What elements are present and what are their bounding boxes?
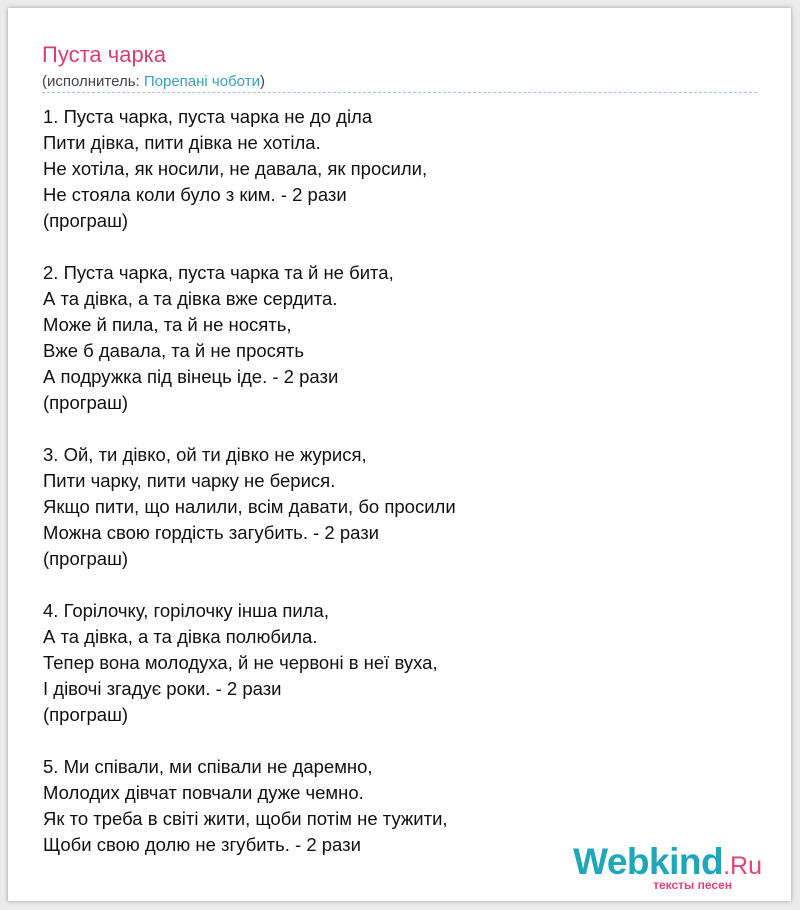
lyric-line xyxy=(43,572,763,598)
lyric-line: Вже б давала, та й не просять xyxy=(43,340,305,361)
song-title: Пуста чарка xyxy=(42,42,167,67)
lyric-line: Не хотіла, як носили, не давала, як просили, xyxy=(43,158,428,179)
lyric-line xyxy=(43,416,763,442)
lyric-line: Може й пила, та й не носять, xyxy=(43,314,292,335)
lyric-line: Тепер вона молодуха, й не червоні в неї вуха, xyxy=(43,652,438,673)
lyric-line: Щоби свою долю не згубить. - 2 рази xyxy=(43,834,361,855)
lyric-line: Пити дівка, пити дівка не хотіла. xyxy=(43,132,321,153)
artist-line xyxy=(42,73,265,90)
logo-tagline: тексты песен xyxy=(653,878,732,892)
artist-prefix: (исполнитель: xyxy=(42,73,144,90)
artist-suffix: ) xyxy=(259,73,265,90)
lyric-line: А та дівка, а та дівка вже сердита. xyxy=(43,288,338,309)
lyric-line: Не стояла коли було з ким. - 2 рази xyxy=(43,184,347,205)
lyric-line: І дівочі згадує роки. - 2 рази xyxy=(43,678,282,699)
lyric-line: (програш) xyxy=(43,392,129,413)
lyric-line: Якщо пити, що налили, всім давати, бо просили xyxy=(43,496,456,517)
lyric-line xyxy=(43,728,763,754)
lyric-line: 5. Ми співали, ми співали не даремно, xyxy=(43,756,373,777)
lyric-line: 4. Горілочку, горілочку інша пила, xyxy=(43,600,329,621)
lyric-line: Як то треба в світі жити, щоби потім не тужити, xyxy=(43,808,448,829)
lyric-line: Молодих дівчат повчали дуже чемно. xyxy=(43,782,364,803)
lyric-line: 2. Пуста чарка, пуста чарка та й не бита, xyxy=(43,262,394,283)
lyric-line: А та дівка, а та дівка полюбила. xyxy=(43,626,318,647)
divider xyxy=(42,92,757,93)
site-logo[interactable] xyxy=(573,841,762,892)
logo-suffix: .Ru xyxy=(723,852,762,880)
lyric-line: (програш) xyxy=(43,548,129,569)
lyric-line: А подружка під вінець іде. - 2 рази xyxy=(43,366,339,387)
lyric-line: Пити чарку, пити чарку не берися. xyxy=(43,470,336,491)
lyrics-card xyxy=(8,8,791,901)
lyric-line: 1. Пуста чарка, пуста чарка не до діла xyxy=(43,106,373,127)
logo-main: Webkind xyxy=(573,841,724,882)
lyric-line xyxy=(43,234,763,260)
artist-link[interactable]: Порепані чоботи xyxy=(143,73,260,90)
lyrics-text xyxy=(43,104,763,858)
lyric-line: (програш) xyxy=(43,210,129,231)
lyric-line: 3. Ой, ти дівко, ой ти дівко не журися, xyxy=(43,444,367,465)
lyric-line: (програш) xyxy=(43,704,129,725)
lyric-line: Можна свою гордість загубить. - 2 рази xyxy=(43,522,380,543)
